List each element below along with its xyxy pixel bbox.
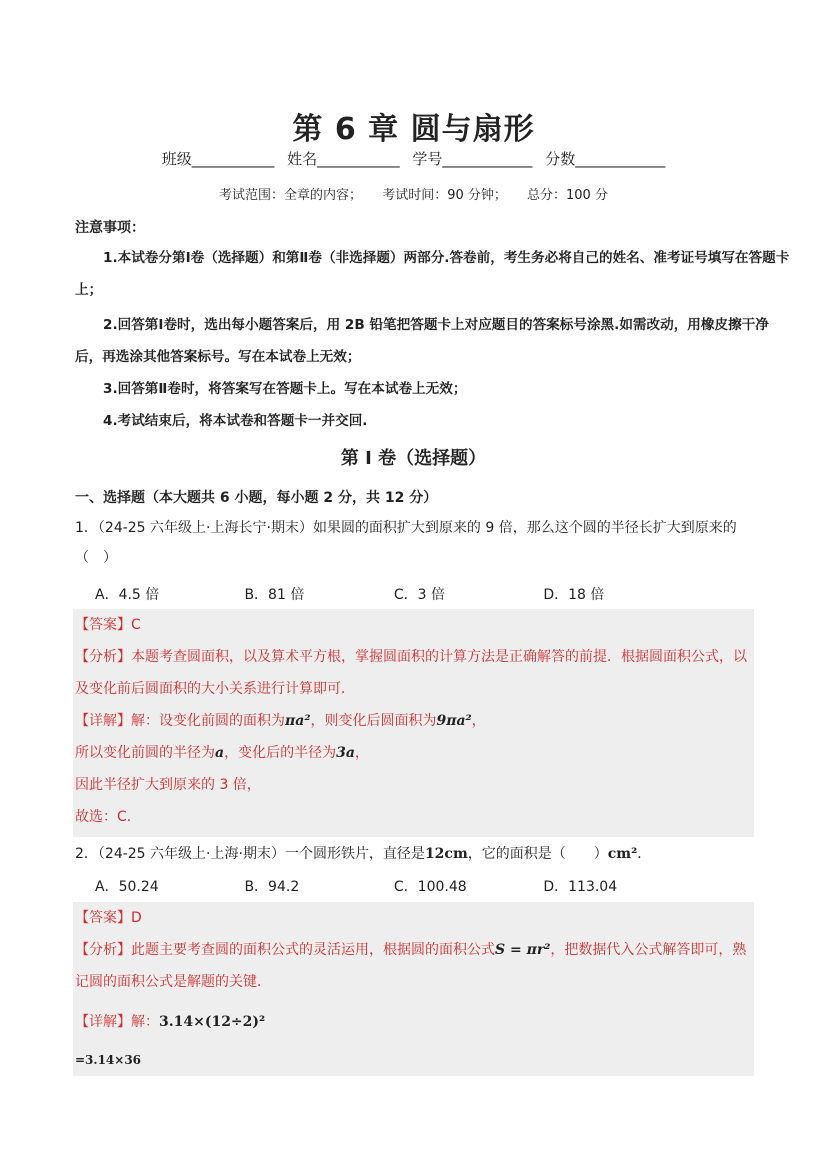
q2-detail-step-2: =3.14×36	[75, 1053, 142, 1067]
math-12cm: 12cm	[424, 846, 468, 862]
exam-time: 考试时间：90 分钟；	[382, 188, 507, 203]
student-info-fields	[0, 148, 827, 169]
question-1-text: 1．（24-25 六年级上·上海长宁·期末）如果圆的面积扩大到原来的 9 倍，那么这个圆的半径长扩大到原来的（ ）	[75, 520, 737, 566]
notes-heading: 注意事项：	[75, 220, 145, 236]
exam-total: 总分：100 分	[527, 188, 608, 203]
student-id-field: 学号____________	[412, 150, 533, 168]
q1-answer: 【答案】C	[75, 617, 141, 633]
q2-answer: 【答案】D	[75, 910, 142, 926]
math-9pi-a2: 9πa²	[436, 713, 472, 729]
section-title: 第 I 卷（选择题）	[340, 448, 487, 469]
note-4: 4.考试结束后，将本试卷和答题卡一并交回.	[103, 413, 368, 429]
q1-option-d: D．18 倍	[543, 587, 605, 603]
q2-option-c: C．100.48	[393, 879, 467, 895]
question-2-options	[95, 876, 695, 896]
q1-detail-line-4: 故选：C．	[75, 809, 141, 825]
q2-option-d: D．113.04	[543, 879, 618, 895]
question-1-options	[95, 584, 695, 604]
note-3: 3.回答第Ⅱ卷时，将答案写在答题卡上。写在本试卷上无效；	[103, 381, 467, 397]
q2-option-b: B．94.2	[244, 879, 300, 895]
q1-answer-box	[73, 609, 754, 837]
q1-option-c: C．3 倍	[393, 587, 446, 603]
part-heading: 一、选择题（本大题共 6 小题，每小题 2 分，共 12 分）	[75, 490, 438, 506]
q1-detail-line-1: 【详解】解：设变化前圆的面积为πa²，则变化后圆面积为9πa²，	[75, 713, 486, 729]
exam-scope: 考试范围：全章的内容；	[219, 188, 363, 203]
math-area-formula: S = πr²	[495, 942, 551, 958]
math-3a: 3a	[336, 745, 355, 761]
q1-detail-line-2: 所以变化前圆的半径为a，变化后的半径为3a，	[75, 745, 369, 761]
name-field: 姓名___________	[287, 150, 400, 168]
q2-analysis: 【分析】此题主要考查圆的面积公式的灵活运用，根据圆的面积公式S = πr²，把数据代入公式解答即可，熟记圆的面积公式是解题的关键．	[75, 942, 747, 990]
note-2: 2.回答第Ⅰ卷时，选出每小题答案后，用 2B 铅笔把答题卡上对应题目的答案标号涂黑.如需改动，用橡皮擦干净后，再选涂其他答案标号。写在本试卷上无效；	[75, 317, 769, 365]
exam-info	[0, 184, 827, 203]
q2-answer-box	[73, 902, 754, 1076]
q2-option-a: A．50.24	[95, 879, 159, 895]
q2-detail: 【详解】解：3.14×(12÷2)²	[75, 1014, 266, 1030]
math-calc-step-1: 3.14×(12÷2)²	[159, 1014, 266, 1030]
page-title: 第 6 章 圆与扇形	[292, 112, 535, 147]
note-1: 1.本试卷分第Ⅰ卷（选择题）和第Ⅱ卷（非选择题）两部分.答卷前，考生务必将自己的姓名、准考证号填写在答题卡上；	[75, 250, 790, 298]
question-2-text: 2．（24-25 六年级上·上海·期末）一个圆形铁片，直径是12cm，它的面积是（ ）cm²．	[75, 846, 652, 862]
q1-option-b: B．81 倍	[244, 587, 305, 603]
math-pi-a2: πa²	[285, 713, 311, 729]
score-field: 分数____________	[545, 150, 666, 168]
math-cm2: cm²	[607, 846, 638, 862]
math-a: a	[215, 745, 225, 761]
class-field: 班级___________	[161, 150, 275, 168]
q1-detail-line-3: 因此半径扩大到原来的 3 倍，	[75, 777, 261, 793]
q1-analysis: 【分析】本题考查圆面积，以及算术平方根，掌握圆面积的计算方法是正确解答的前提．根据圆面积公式，以及变化前后圆面积的大小关系进行计算即可．	[75, 649, 747, 697]
q1-option-a: A．4.5 倍	[95, 587, 160, 603]
